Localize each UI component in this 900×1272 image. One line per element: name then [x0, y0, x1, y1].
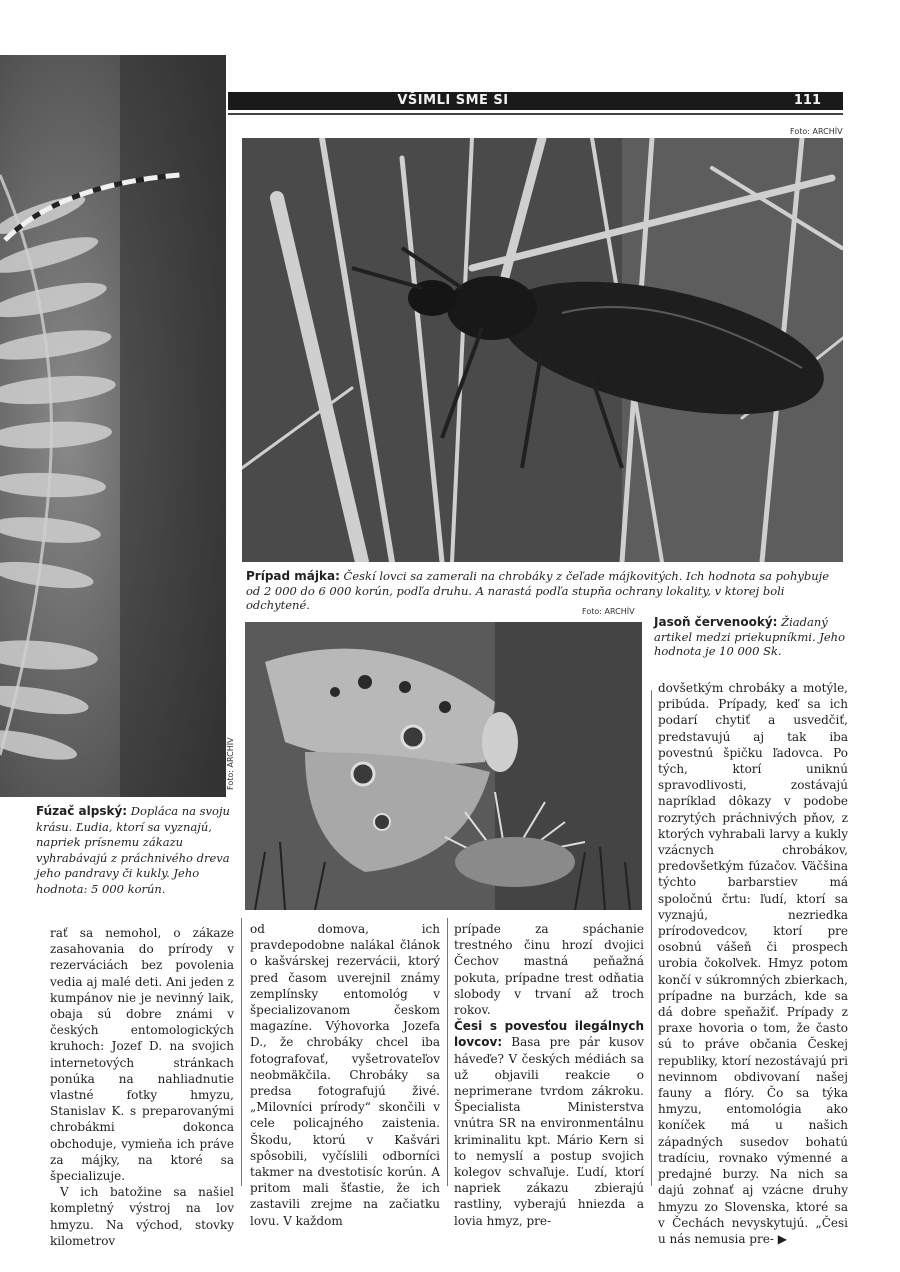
- column-2-paragraph: od domova, ich pravdepodobne nalákal článok o kašvárskej rezervácii, ktorý pred časom uverejnil známy zemplínsky entomológ v špecializovanom českom magazíne. Výhovorka Jozefa D., že chrobáky chcel iba fotografovať, vyšetrovateľov neobmäkčila. Chrobáky sa predsa fotografujú živé. „Milovníci prírody“ skončili v cele policajného zaistenia. Škodu, ktorú v Kašvári spôsobili, vyčíslili odborníci takmer na dvestotisíc korún. A pritom mali šťastie, že ich zastavili zrejme na začiatku lovu. V každom: [250, 922, 440, 1228]
- article-column-3: [454, 921, 644, 1229]
- fern-beetle-photo: [0, 55, 226, 797]
- section-title: VŠIMLI SME SI: [397, 93, 509, 108]
- jason-butterfly-photo: [245, 622, 642, 910]
- fern-photo-art: [0, 55, 226, 797]
- middle-photo-credit: Foto: ARCHÍV: [582, 607, 635, 616]
- column-rule-2: [447, 918, 448, 1186]
- continue-arrow: ▶: [777, 1231, 787, 1246]
- column-3-text: Basa pre pár kusov háveďe? V českých médiách sa už objavili reakcie o neprimerane tvrdom zákroku. Špecialista Ministerstva vnútra SR na environmentálnu kriminalitu kpt. Mário Kern si to nemyslí a postup svojich kolegov schvaľuje. Ľudí, ktorí napriek zákazu zbierajú rastliny, vyberajú hniezda a lovia hmyz, pre-: [454, 1035, 644, 1228]
- jason-caption: [654, 615, 847, 659]
- article-column-2: [250, 921, 440, 1229]
- majka-caption-text: Českí lovci sa zamerali na chrobáky z čeľade májkovitých. Ich hodnota sa pohybuje od 2 000 do 6 000 korún, podľa druhu. A narastá podľa stupňa ochrany lokality, v ktorej boli odchytené.: [246, 569, 829, 612]
- column-rule-3: [651, 690, 652, 1186]
- fuzac-caption: [36, 804, 231, 898]
- fuzac-caption-title: Fúzač alpský:: [36, 804, 128, 818]
- majka-caption-title: Prípad májka:: [246, 569, 340, 583]
- column-4-paragraph: [658, 680, 848, 1247]
- column-3-paragraph: prípade za spáchanie trestného činu hrozí dvojici Čechov mastná peňažná pokuta, prípadne trest odňatia slobody v trvaní až troch rokov.: [454, 922, 644, 1018]
- section-header-bar: [228, 92, 843, 110]
- column-3-subhead: Česi s povesťou ilegálnych lovcov:: [454, 1019, 644, 1050]
- header-rule: [228, 113, 843, 115]
- column-4-text: dovšetkým chrobáky a motýle, pribúda. Prípady, keď sa ich podarí chytiť a usvedčiť, predstavujú aj tak iba povestnú špičku ľadovca. Po tých, ktorí uniknú spravodlivosti, zostávajú napríklad dôkazy v podobe rozrytých práchnivých pňov, z ktorých vyhrabali larvy a kukly vzácnych chrobákov, predovšetkým fúzačov. Väčšina týchto barbarstiev má spoločnú črtu: ľudí, ktorí sa vyznajú, nezriedka prírodovedcov, ktorí pre osobnú vášeň či prospech urobia čokoľvek. Hmyz potom končí v súkromných zbierkach, prípadne na burzách, kde sa dá dobre speňažiť. Prípady z praxe hovoria o tom, že často sú to práve občania Českej republiky, ktorí nezostávajú pri nevinnom obdivovaní našej fauny a flóry. Čo sa týka hmyzu, entomológia ako koníček má u našich západných susedov bohatú tradíciu, rovnako výmenné a predajné burzy. Na nich sa dajú zohnať aj vzácne druhy hmyzu zo Slovenska, ktoré sa v Čechách nevyskytujú. „Česi u nás nemusia pre-: [658, 681, 848, 1246]
- fuzac-caption-text: Dopláca na svoju krásu. Ľudia, ktorí sa vyznajú, napriek prísnemu zákazu vyhrabávajú z práchnivého dreva jeho pandravy či kukly. Jeho hodnota: 5 000 korún.: [36, 804, 230, 896]
- page-number: 111: [793, 93, 821, 108]
- column-rule-1: [241, 918, 242, 1186]
- jason-caption-title: Jasoň červenooký:: [654, 615, 778, 629]
- column-1-paragraph: rať sa nemohol, o zákaze zasahovania do prírody v rezerváciách bez povolenia vedia aj malé deti. Ani jeden z kumpánov nie je nevinný laik, obaja sú dobre známi v českých entomologických kruhoch: Jozef D. na svojich internetových stránkach ponúka na nahliadnutie vlastné fotky hmyzu, Stanislav K. s preparovanými chrobákmi dokonca obchoduje, vymieňa ich práve za májky, na ktoré sa špecializuje.: [50, 926, 234, 1184]
- majka-caption: [246, 569, 844, 613]
- column-3-paragraph-2: [454, 1018, 644, 1229]
- article-column-1: [50, 925, 234, 1249]
- beetle-photo-art: [242, 138, 843, 562]
- top-photo-credit: Foto: ARCHÍV: [790, 127, 843, 136]
- article-column-4: [658, 680, 848, 1247]
- left-photo-credit: Foto: ARCHÍV: [226, 737, 235, 790]
- jason-caption-text: Žiadaný artikel medzi priekupníkmi. Jeho hodnota je 10 000 Sk.: [654, 615, 845, 658]
- majka-beetle-photo: [242, 138, 843, 562]
- column-1-paragraph-2: V ich batožine sa našiel kompletný výstroj na lov hmyzu. Na východ, stovky kilometrov: [50, 1185, 234, 1248]
- butterfly-photo-art: [245, 622, 642, 910]
